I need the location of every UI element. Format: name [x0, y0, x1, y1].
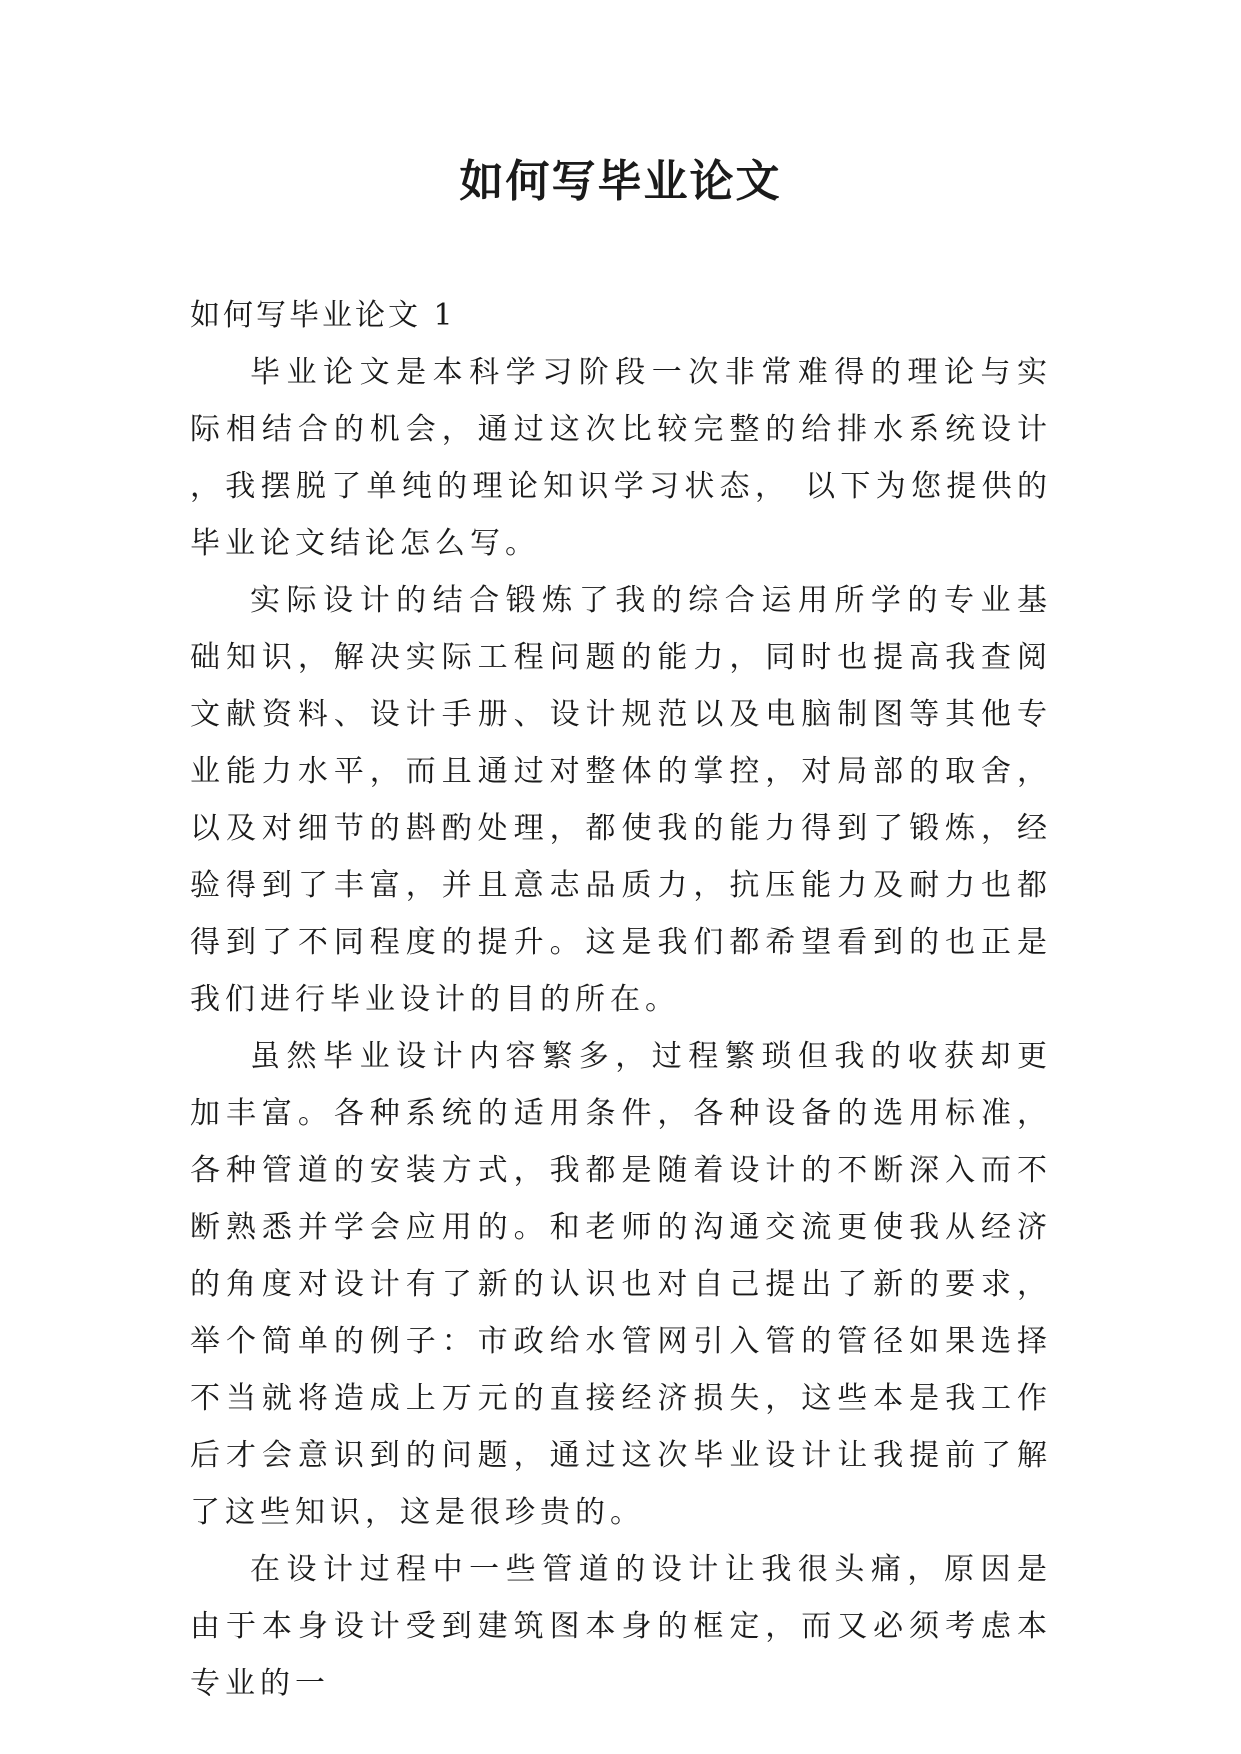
section-heading: 如何写毕业论文 1: [190, 298, 456, 333]
paragraph-3: 虽然毕业设计内容繁多，过程繁琐但我的收获却更加丰富。各种系统的适用条件，各种设备的选用标准，各种管道的安装方式，我都是随着设计的不断深入而不断熟悉并学会应用的。和老师的沟通交流更使我从经济的角度对设计有了新的认识也对自己提出了新的要求，举个简单的例子：市政给水管网引入管的管径如果选择不当就将造成上万元的直接经济损失，这些本是我工作后才会意识到的问题，通过这次毕业设计让我提前了解了这些知识，这是很珍贵的。: [190, 1039, 1052, 1530]
document-body: [190, 287, 1052, 1712]
paragraph-1: 毕业论文是本科学习阶段一次非常难得的理论与实际相结合的机会，通过这次比较完整的给排水系统设计，我摆脱了单纯的理论知识学习状态， 以下为您提供的毕业论文结论怎么写。: [190, 355, 1052, 561]
paragraph-4: 在设计过程中一些管道的设计让我很头痛，原因是由于本身设计受到建筑图本身的框定，而又必须考虑本专业的一: [190, 1552, 1052, 1701]
paragraph-2: 实际设计的结合锻炼了我的综合运用所学的专业基础知识，解决实际工程问题的能力，同时也提高我查阅文献资料、设计手册、设计规范以及电脑制图等其他专业能力水平，而且通过对整体的掌控，对局部的取舍，以及对细节的斟酌处理，都使我的能力得到了锻炼，经验得到了丰富，并且意志品质力，抗压能力及耐力也都得到了不同程度的提升。这是我们都希望看到的也正是我们进行毕业设计的目的所在。: [190, 583, 1052, 1017]
document-title: 如何写毕业论文: [459, 156, 782, 207]
